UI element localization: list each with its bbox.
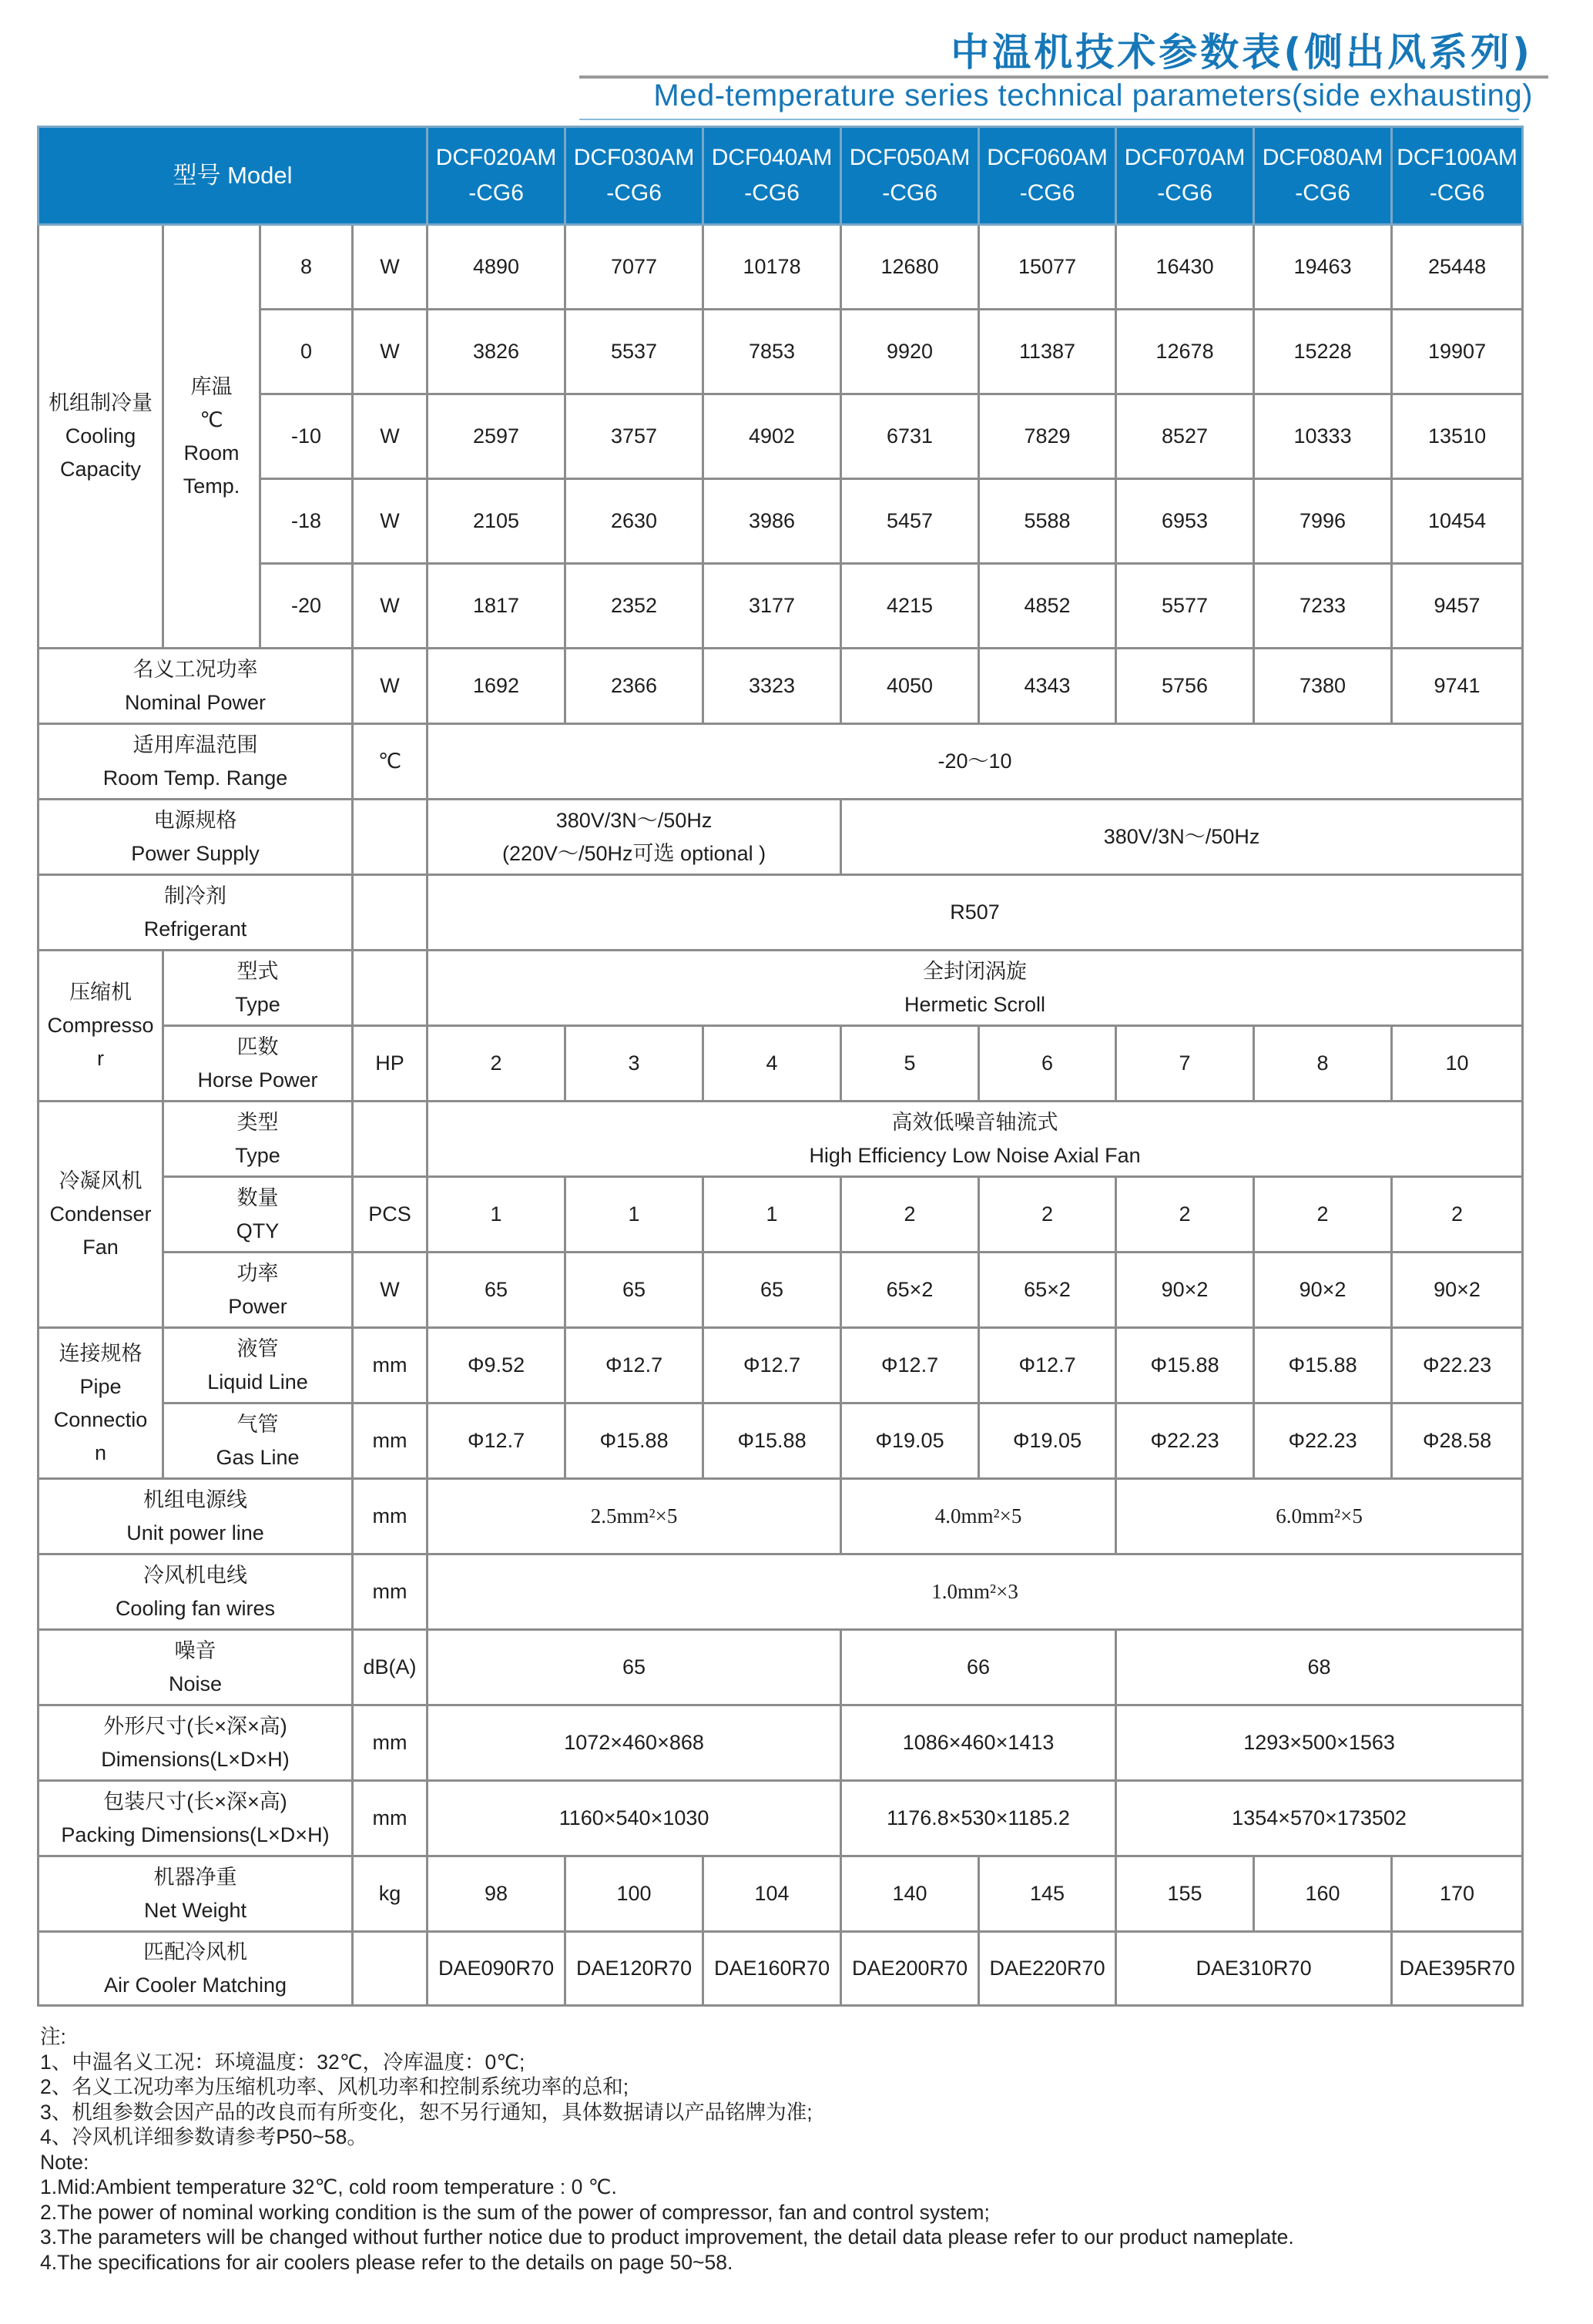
model-label: 型号 Model bbox=[39, 127, 428, 225]
value-cell: 3757 bbox=[565, 394, 703, 479]
value-cell: 65 bbox=[565, 1253, 703, 1328]
value-cell: 2 bbox=[1116, 1177, 1254, 1253]
value-cell: 5756 bbox=[1116, 649, 1254, 724]
model-suffix: -CG6 bbox=[606, 180, 662, 206]
label-unit: ℃ bbox=[200, 407, 223, 431]
value-cell: Φ22.23 bbox=[1254, 1403, 1392, 1479]
value-cell: 68 bbox=[1116, 1630, 1523, 1705]
model-name: DCF060AM bbox=[987, 145, 1108, 170]
value-cell: 4343 bbox=[979, 649, 1116, 724]
unit-cell: W bbox=[353, 479, 428, 564]
model-suffix: -CG6 bbox=[744, 180, 800, 206]
label-cn: 制冷剂 bbox=[164, 884, 226, 907]
value-cell: 5 bbox=[841, 1026, 979, 1102]
value-cell: 380V/3N～/50Hz bbox=[841, 800, 1523, 875]
value-cell: 7996 bbox=[1254, 479, 1392, 564]
note-item-cn: 4、冷风机详细参数请参考P50~58。 bbox=[40, 2125, 367, 2148]
value-cell: 98 bbox=[428, 1856, 565, 1932]
value-cell: Φ12.7 bbox=[703, 1328, 841, 1403]
model-header bbox=[703, 127, 841, 225]
value-en: High Efficiency Low Noise Axial Fan bbox=[809, 1143, 1141, 1167]
value-cell: Φ19.05 bbox=[979, 1403, 1116, 1479]
fan-type-label bbox=[163, 1102, 353, 1177]
value-cell: 1293×500×1563 bbox=[1116, 1705, 1523, 1781]
unit-cell bbox=[353, 1932, 428, 2006]
model-name: DCF100AM bbox=[1397, 145, 1518, 170]
value-cell: 65 bbox=[703, 1253, 841, 1328]
power-supply-label bbox=[39, 800, 353, 875]
horse-power-label bbox=[163, 1026, 353, 1102]
value-cell: 65 bbox=[428, 1630, 841, 1705]
value-cell: Φ22.23 bbox=[1116, 1403, 1254, 1479]
label-en: Room Temp. Range bbox=[102, 766, 288, 790]
model-header bbox=[841, 127, 979, 225]
unit-cell: W bbox=[353, 225, 428, 310]
spec-table bbox=[37, 126, 1524, 2007]
value-cell: 5577 bbox=[1116, 564, 1254, 649]
value-cell: Φ12.7 bbox=[565, 1328, 703, 1403]
label-en: Cooling bbox=[65, 424, 136, 448]
label-cn: 连接规格 bbox=[59, 1341, 143, 1365]
label-cn: 电源规格 bbox=[153, 808, 237, 832]
value-cell: DAE120R70 bbox=[565, 1932, 703, 2006]
label-en: Room bbox=[183, 441, 240, 464]
label-cn: 库温 bbox=[190, 374, 233, 398]
value-cell: 2 bbox=[841, 1177, 979, 1253]
label-en: Net Weight bbox=[143, 1898, 247, 1922]
unit-cell: HP bbox=[353, 1026, 428, 1102]
unit-cell: W bbox=[353, 310, 428, 394]
value-cell: Φ15.88 bbox=[703, 1403, 841, 1479]
value-cell: 3 bbox=[565, 1026, 703, 1102]
room-temp-label bbox=[163, 225, 260, 649]
unit-cell bbox=[353, 800, 428, 875]
label-en: Power bbox=[228, 1294, 287, 1318]
label-cn: 匹配冷风机 bbox=[143, 1940, 247, 1963]
table-row-gas-line bbox=[39, 1403, 1523, 1479]
value-cell bbox=[428, 951, 1523, 1026]
table-row bbox=[39, 310, 1523, 394]
power-supply-value: 380V/3N～/50Hz bbox=[555, 808, 713, 832]
unit-cell bbox=[353, 951, 428, 1026]
value-cell: 19907 bbox=[1392, 310, 1523, 394]
value-cell: 3323 bbox=[703, 649, 841, 724]
label-cn: 适用库温范围 bbox=[132, 733, 258, 756]
fan-qty-label bbox=[163, 1177, 353, 1253]
unit-cell: W bbox=[353, 564, 428, 649]
table-row bbox=[39, 394, 1523, 479]
value-cell: 13510 bbox=[1392, 394, 1523, 479]
model-name: DCF020AM bbox=[435, 145, 557, 170]
value-cell: 7380 bbox=[1254, 649, 1392, 724]
label-en: Dimensions(L×D×H) bbox=[101, 1747, 290, 1771]
liquid-line-label bbox=[163, 1328, 353, 1403]
table-row-noise bbox=[39, 1630, 1523, 1705]
table-row-packing-dimensions bbox=[39, 1781, 1523, 1856]
value-cell: 4852 bbox=[979, 564, 1116, 649]
value-cell: 16430 bbox=[1116, 225, 1254, 310]
value-cell: 90×2 bbox=[1116, 1253, 1254, 1328]
unit-cell: kg bbox=[353, 1856, 428, 1932]
value-cell: 1086×460×1413 bbox=[841, 1705, 1116, 1781]
label-cn: 类型 bbox=[236, 1110, 279, 1134]
value-cell: 10 bbox=[1392, 1026, 1523, 1102]
label-cn: 液管 bbox=[236, 1336, 279, 1360]
value-cell: 6.0mm²×5 bbox=[1116, 1479, 1523, 1554]
value-cell: 10178 bbox=[703, 225, 841, 310]
table-row-unit-power-line bbox=[39, 1479, 1523, 1554]
value-cell: Φ9.52 bbox=[428, 1328, 565, 1403]
model-header bbox=[1116, 127, 1254, 225]
value-cell: 7077 bbox=[565, 225, 703, 310]
label-cn: 气管 bbox=[236, 1412, 279, 1436]
label-cn: 机组电源线 bbox=[143, 1487, 247, 1511]
value-cell: Φ22.23 bbox=[1392, 1328, 1523, 1403]
value-cell: 2 bbox=[428, 1026, 565, 1102]
value-cell: Φ15.88 bbox=[1116, 1328, 1254, 1403]
label-en: Type bbox=[235, 992, 280, 1016]
value-cell: 4890 bbox=[428, 225, 565, 310]
table-row-fan-type bbox=[39, 1102, 1523, 1177]
value-cell: Φ28.58 bbox=[1392, 1403, 1523, 1479]
value-cell: 2630 bbox=[565, 479, 703, 564]
value-cell: 3177 bbox=[703, 564, 841, 649]
value-cell: 7233 bbox=[1254, 564, 1392, 649]
net-weight-label bbox=[39, 1856, 353, 1932]
value-en: Hermetic Scroll bbox=[904, 992, 1046, 1016]
table-row-dimensions bbox=[39, 1705, 1523, 1781]
value-cell: -20～10 bbox=[428, 724, 1523, 800]
value-cell: 1176.8×530×1185.2 bbox=[841, 1781, 1116, 1856]
value-cell: 10333 bbox=[1254, 394, 1392, 479]
value-cell: 4 bbox=[703, 1026, 841, 1102]
value-cell: 8 bbox=[1254, 1026, 1392, 1102]
value-cell: 6731 bbox=[841, 394, 979, 479]
condenser-fan-label bbox=[39, 1102, 163, 1328]
value-cell: 5457 bbox=[841, 479, 979, 564]
label-cn: 匹数 bbox=[236, 1035, 279, 1058]
note-item-cn: 1、中温名义工况：环境温度：32℃，冷库温度：0℃; bbox=[40, 2050, 525, 2074]
label-cn: 包装尺寸(长×深×高) bbox=[103, 1789, 287, 1813]
air-cooler-label bbox=[39, 1932, 353, 2006]
unit-power-line-label bbox=[39, 1479, 353, 1554]
model-suffix: -CG6 bbox=[1295, 180, 1350, 206]
label-en: Unit power line bbox=[126, 1521, 264, 1544]
note-item-cn: 2、名义工况功率为压缩机功率、风机功率和控制系统功率的总和; bbox=[40, 2075, 629, 2098]
value-cell: DAE200R70 bbox=[841, 1932, 979, 2006]
value-cell: 8527 bbox=[1116, 394, 1254, 479]
model-header bbox=[1254, 127, 1392, 225]
table-row-nominal-power bbox=[39, 649, 1523, 724]
table-row bbox=[39, 479, 1523, 564]
value-cell: DAE220R70 bbox=[979, 1932, 1116, 2006]
label-en: Condenser bbox=[49, 1202, 152, 1226]
model-header bbox=[565, 127, 703, 225]
unit-cell: mm bbox=[353, 1479, 428, 1554]
label-en: Cooling fan wires bbox=[115, 1596, 276, 1620]
unit-cell bbox=[353, 875, 428, 951]
value-cell: 12678 bbox=[1116, 310, 1254, 394]
subtitle-divider bbox=[579, 119, 1519, 120]
value-cell: 2 bbox=[1392, 1177, 1523, 1253]
value-cell: 6953 bbox=[1116, 479, 1254, 564]
value-cell: DAE090R70 bbox=[428, 1932, 565, 2006]
label-en: Refrigerant bbox=[143, 917, 247, 941]
value-cell: 1 bbox=[703, 1177, 841, 1253]
value-cell: 7 bbox=[1116, 1026, 1254, 1102]
cooling-fan-wires-label bbox=[39, 1554, 353, 1630]
model-suffix: -CG6 bbox=[1157, 180, 1212, 206]
value-cell: DAE160R70 bbox=[703, 1932, 841, 2006]
value-cell: 4050 bbox=[841, 649, 979, 724]
note-item-en: 2.The power of nominal working condition is the sum of the power of compressor, fan and control system; bbox=[40, 2200, 990, 2224]
value-cell: 1072×460×868 bbox=[428, 1705, 841, 1781]
value-cell: 170 bbox=[1392, 1856, 1523, 1932]
label-cn: 噪音 bbox=[174, 1638, 216, 1662]
model-suffix: -CG6 bbox=[882, 180, 937, 206]
value-cell: 7853 bbox=[703, 310, 841, 394]
label-en: Capacity bbox=[59, 458, 142, 481]
value-cell: 15077 bbox=[979, 225, 1116, 310]
value-cell: 9920 bbox=[841, 310, 979, 394]
model-suffix: -CG6 bbox=[468, 180, 524, 206]
unit-cell: W bbox=[353, 1253, 428, 1328]
value-cell: 25448 bbox=[1392, 225, 1523, 310]
table-row-compressor-type bbox=[39, 951, 1523, 1026]
value-cell: 104 bbox=[703, 1856, 841, 1932]
notes-title-en: Note: bbox=[40, 2150, 89, 2174]
label-en: Gas Line bbox=[216, 1445, 300, 1469]
value-cell: R507 bbox=[428, 875, 1523, 951]
label-cn: 机器净重 bbox=[153, 1865, 237, 1889]
table-row-refrigerant bbox=[39, 875, 1523, 951]
dimensions-label bbox=[39, 1705, 353, 1781]
value-cell: 1160×540×1030 bbox=[428, 1781, 841, 1856]
value-cell: 15228 bbox=[1254, 310, 1392, 394]
value-cell: Φ12.7 bbox=[979, 1328, 1116, 1403]
label-en: Horse Power bbox=[197, 1068, 318, 1092]
value-cell: Φ12.7 bbox=[841, 1328, 979, 1403]
value-cell: 2597 bbox=[428, 394, 565, 479]
note-item-en: 1.Mid:Ambient temperature 32℃, cold room temperature : 0 ℃. bbox=[40, 2175, 617, 2198]
unit-cell: mm bbox=[353, 1781, 428, 1856]
temp-cell: -10 bbox=[260, 394, 353, 479]
label-en: QTY bbox=[236, 1219, 280, 1242]
unit-cell: mm bbox=[353, 1554, 428, 1630]
value-cell: 2352 bbox=[565, 564, 703, 649]
cooling-capacity-label bbox=[39, 225, 163, 649]
value-cell: 1 bbox=[428, 1177, 565, 1253]
table-row bbox=[39, 564, 1523, 649]
model-name: DCF070AM bbox=[1124, 145, 1246, 170]
unit-cell: PCS bbox=[353, 1177, 428, 1253]
value-cell: 90×2 bbox=[1392, 1253, 1523, 1328]
value-cell: DAE310R70 bbox=[1116, 1932, 1392, 2006]
note-item-cn: 3、机组参数会因产品的改良而有所变化，恕不另行通知，具体数据请以产品铭牌为准; bbox=[40, 2100, 813, 2124]
label-cn: 机组制冷量 bbox=[49, 391, 153, 414]
temp-cell: 0 bbox=[260, 310, 353, 394]
value-cell: 10454 bbox=[1392, 479, 1523, 564]
label-en: r bbox=[97, 1047, 104, 1070]
value-cell: 4902 bbox=[703, 394, 841, 479]
value-cell: 145 bbox=[979, 1856, 1116, 1932]
label-cn: 功率 bbox=[236, 1261, 279, 1285]
table-row-room-temp-range bbox=[39, 724, 1523, 800]
model-suffix: -CG6 bbox=[1429, 180, 1485, 206]
power-supply-option: (220V～/50Hz可选 optional ) bbox=[501, 841, 766, 865]
unit-cell: mm bbox=[353, 1328, 428, 1403]
label-en: Liquid Line bbox=[207, 1370, 308, 1393]
value-cell: 1692 bbox=[428, 649, 565, 724]
unit-cell: mm bbox=[353, 1403, 428, 1479]
model-name: DCF040AM bbox=[711, 145, 833, 170]
value-cell: 65×2 bbox=[979, 1253, 1116, 1328]
label-en: Power Supply bbox=[131, 841, 260, 865]
note-item-en: 3.The parameters will be changed without further notice due to product improvement, the detail data please refer to our product nameplate. bbox=[40, 2225, 1294, 2249]
unit-cell: W bbox=[353, 649, 428, 724]
table-row-power-supply bbox=[39, 800, 1523, 875]
label-en: Fan bbox=[82, 1236, 119, 1259]
temp-cell: -18 bbox=[260, 479, 353, 564]
label-cn: 数量 bbox=[236, 1185, 279, 1209]
value-cell: 3986 bbox=[703, 479, 841, 564]
value-cell: 90×2 bbox=[1254, 1253, 1392, 1328]
table-header-row bbox=[39, 127, 1523, 225]
value-cell: 9457 bbox=[1392, 564, 1523, 649]
value-cell: 1.0mm²×3 bbox=[428, 1554, 1523, 1630]
label-cn: 压缩机 bbox=[69, 981, 132, 1004]
value-cell: 5588 bbox=[979, 479, 1116, 564]
value-cell: 1817 bbox=[428, 564, 565, 649]
value-cn: 高效低噪音轴流式 bbox=[891, 1110, 1058, 1134]
model-name: DCF030AM bbox=[573, 145, 695, 170]
temp-cell: 8 bbox=[260, 225, 353, 310]
notes-title-cn: 注: bbox=[40, 2025, 66, 2048]
value-cell: 4215 bbox=[841, 564, 979, 649]
table-row-fan-qty bbox=[39, 1177, 1523, 1253]
compressor-type-label bbox=[163, 951, 353, 1026]
value-cell: 66 bbox=[841, 1630, 1116, 1705]
value-cell bbox=[428, 800, 841, 875]
nominal-power-label bbox=[39, 649, 353, 724]
pipe-connection-label bbox=[39, 1328, 163, 1479]
model-suffix: -CG6 bbox=[1019, 180, 1075, 206]
value-cell: 2 bbox=[979, 1177, 1116, 1253]
value-cell: 1354×570×173502 bbox=[1116, 1781, 1523, 1856]
model-name: DCF080AM bbox=[1262, 145, 1383, 170]
value-cell: 4.0mm²×5 bbox=[841, 1479, 1116, 1554]
value-cn: 全封闭涡旋 bbox=[923, 959, 1028, 983]
label-en: Type bbox=[235, 1143, 280, 1167]
value-cell: 1 bbox=[565, 1177, 703, 1253]
value-cell: 5537 bbox=[565, 310, 703, 394]
value-cell: 140 bbox=[841, 1856, 979, 1932]
label-en: Air Cooler Matching bbox=[103, 1973, 287, 1997]
packing-dimensions-label bbox=[39, 1781, 353, 1856]
value-cell: 2105 bbox=[428, 479, 565, 564]
fan-power-label bbox=[163, 1253, 353, 1328]
page-title-en: Med-temperature series technical parameters(side exhausting) bbox=[653, 79, 1533, 112]
label-en: Compresso bbox=[47, 1014, 154, 1037]
value-cell: 65 bbox=[428, 1253, 565, 1328]
value-cell: Φ15.88 bbox=[1254, 1328, 1392, 1403]
value-cell: 65×2 bbox=[841, 1253, 979, 1328]
label-en: Packing Dimensions(L×D×H) bbox=[61, 1823, 330, 1846]
noise-label bbox=[39, 1630, 353, 1705]
label-cn: 型式 bbox=[236, 959, 279, 983]
label-en: Noise bbox=[168, 1672, 223, 1695]
value-cell: 160 bbox=[1254, 1856, 1392, 1932]
table-row-liquid-line bbox=[39, 1328, 1523, 1403]
temp-cell: -20 bbox=[260, 564, 353, 649]
page-title-cn: 中温机技术参数表(侧出风系列) bbox=[951, 30, 1533, 75]
refrigerant-label bbox=[39, 875, 353, 951]
unit-cell bbox=[353, 1102, 428, 1177]
value-cell: 6 bbox=[979, 1026, 1116, 1102]
value-cell: 19463 bbox=[1254, 225, 1392, 310]
value-cell: 155 bbox=[1116, 1856, 1254, 1932]
label-cn: 外形尺寸(长×深×高) bbox=[103, 1714, 287, 1738]
value-cell: 11387 bbox=[979, 310, 1116, 394]
table-row bbox=[39, 225, 1523, 310]
label-cn: 冷凝风机 bbox=[59, 1169, 143, 1192]
label-en: Temp. bbox=[183, 474, 240, 498]
value-cell bbox=[428, 1102, 1523, 1177]
value-cell: DAE395R70 bbox=[1392, 1932, 1523, 2006]
label-en: Pipe bbox=[79, 1374, 122, 1398]
notes-section bbox=[40, 2024, 1294, 2275]
label-cn: 冷风机电线 bbox=[143, 1563, 247, 1587]
value-cell: 3826 bbox=[428, 310, 565, 394]
value-cell: 9741 bbox=[1392, 649, 1523, 724]
value-cell: 2.5mm²×5 bbox=[428, 1479, 841, 1554]
value-cell: 100 bbox=[565, 1856, 703, 1932]
value-cell: 2366 bbox=[565, 649, 703, 724]
value-cell: Φ12.7 bbox=[428, 1403, 565, 1479]
room-temp-range-label bbox=[39, 724, 353, 800]
compressor-label bbox=[39, 951, 163, 1102]
value-cell: 12680 bbox=[841, 225, 979, 310]
label-en: n bbox=[94, 1440, 107, 1464]
table-row-cooling-fan-wires bbox=[39, 1554, 1523, 1630]
value-cell: 7829 bbox=[979, 394, 1116, 479]
model-name: DCF050AM bbox=[849, 145, 971, 170]
label-en: Nominal Power bbox=[124, 690, 267, 714]
table-row-horse-power bbox=[39, 1026, 1523, 1102]
unit-cell: ℃ bbox=[353, 724, 428, 800]
model-header bbox=[1392, 127, 1523, 225]
table-row-air-cooler bbox=[39, 1932, 1523, 2006]
value-cell: Φ15.88 bbox=[565, 1403, 703, 1479]
unit-cell: mm bbox=[353, 1705, 428, 1781]
table-row-fan-power bbox=[39, 1253, 1523, 1328]
label-en: Connectio bbox=[53, 1407, 148, 1431]
model-header bbox=[428, 127, 565, 225]
unit-cell: W bbox=[353, 394, 428, 479]
table-row-net-weight bbox=[39, 1856, 1523, 1932]
label-cn: 名义工况功率 bbox=[132, 657, 258, 681]
gas-line-label bbox=[163, 1403, 353, 1479]
note-item-en: 4.The specifications for air coolers please refer to the details on page 50~58. bbox=[40, 2250, 733, 2274]
model-header bbox=[979, 127, 1116, 225]
value-cell: 2 bbox=[1254, 1177, 1392, 1253]
unit-cell: dB(A) bbox=[353, 1630, 428, 1705]
value-cell: Φ19.05 bbox=[841, 1403, 979, 1479]
